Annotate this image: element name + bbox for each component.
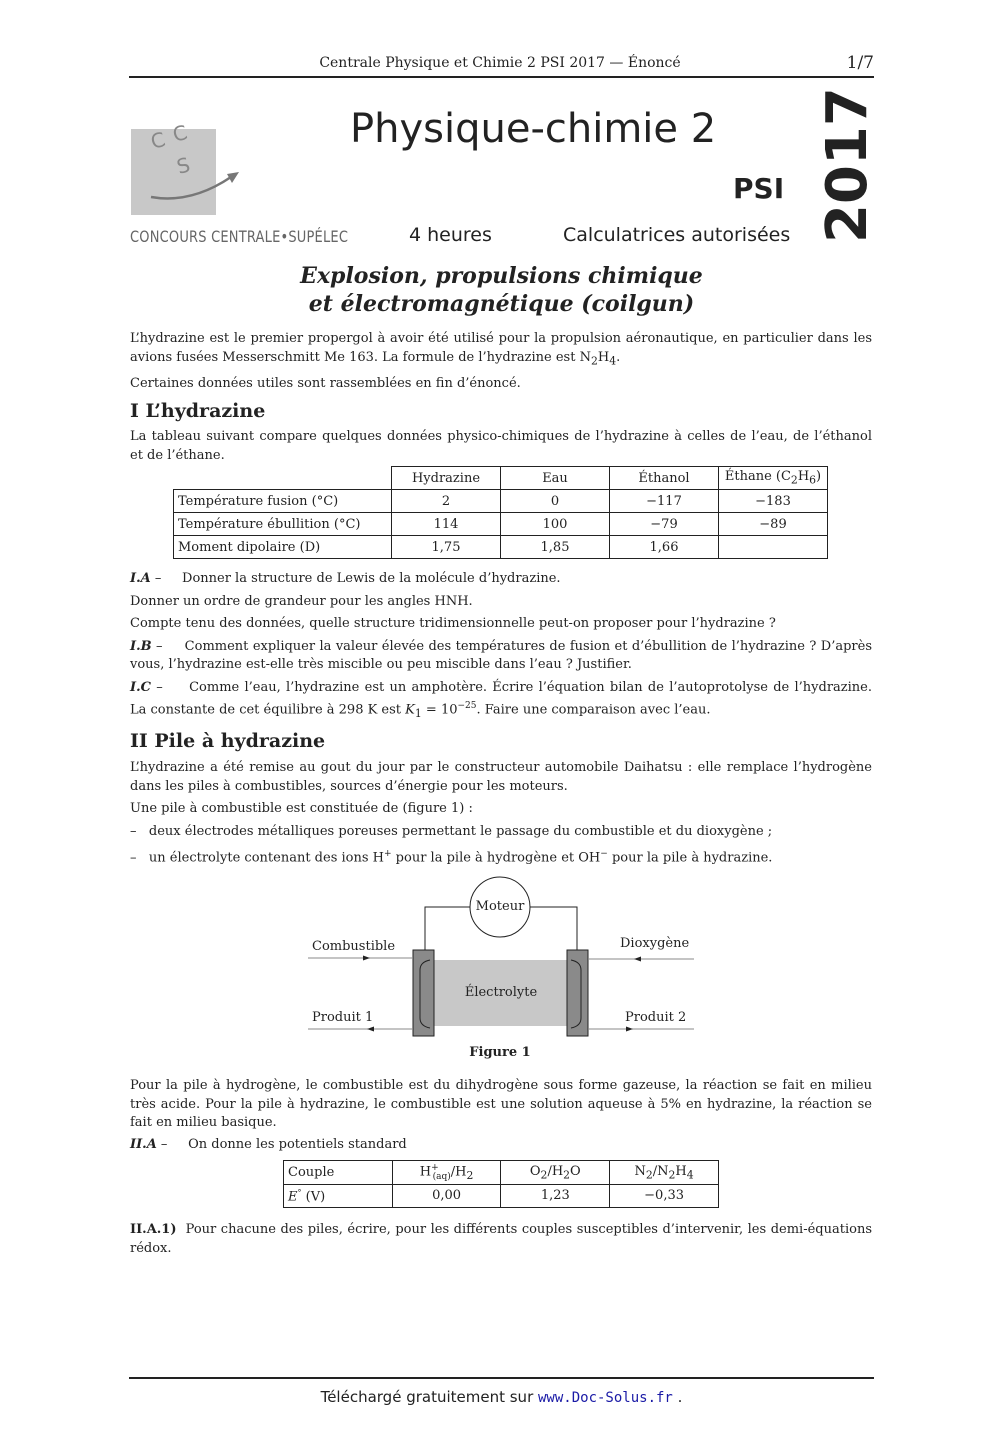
question-I-A-3: Compte tenu des données, quelle structure tridimensionnelle peut-on proposer pour l’hydrazine ?	[130, 616, 776, 631]
table-cell: 0,00	[392, 1184, 501, 1207]
table-cell: −117	[610, 490, 719, 513]
combustible-label: Combustible	[312, 939, 396, 954]
table-cell: 1,66	[610, 536, 719, 559]
table-cell: −183	[719, 490, 828, 513]
problem-title-line1: Explosion, propulsions chimique	[300, 263, 703, 289]
problem-title-line2: et électromagnétique (coilgun)	[308, 291, 695, 317]
table-row	[174, 513, 828, 536]
question-I-C: I.C – Comme l’eau, l’hydrazine est un amphotère. Écrire l’équation bilan de l’autoprotolyse de l’hydrazine. La constante de cet équilibre à 298 K est $K_1 = 10^{-25}$. Faire une comparaison avec l’eau.	[130, 679, 873, 720]
question-II-A: II.A – On donne les potentiels standard	[130, 1137, 407, 1152]
figure-caption: Figure 1	[469, 1045, 531, 1060]
table-cell: 2	[392, 490, 501, 513]
table-cell: −0,33	[610, 1184, 719, 1207]
intro-paragraph-1: L’hydrazine est le premier propergol à avoir été utilisé pour la propulsion aéronautique, en particulier dans les avions fusées Messerschmitt Me 163. La formule de l’hydrazine est $N_2H_4$.	[130, 331, 872, 368]
page-number: 1/7	[846, 53, 874, 73]
list-item: – deux électrodes métalliques poreuses permettant le passage du combustible et du dioxygène ;	[130, 823, 773, 839]
motor-label: Moteur	[475, 899, 525, 914]
concours-logo	[131, 114, 241, 218]
section-2-paragraph-2: Une pile à combustible est constituée de (figure 1) :	[130, 801, 473, 816]
logo-caption: CONCOURS CENTRALE•SUPÉLEC	[130, 228, 349, 247]
table-header: Éthanol	[610, 467, 719, 490]
table-cell: 1,23	[501, 1184, 610, 1207]
svg-text:S: S	[174, 152, 193, 179]
calculators: Calculatrices autorisées	[563, 224, 791, 246]
table-header: Hydrazine	[392, 467, 501, 490]
problem-title	[129, 262, 874, 318]
intro-paragraph-2: Certaines données utiles sont rassemblées en fin d’énoncé.	[130, 375, 521, 391]
row-label: E° (V)	[284, 1184, 393, 1207]
table-row	[174, 536, 828, 559]
footer-rule	[129, 1377, 874, 1379]
running-title: Centrale Physique et Chimie 2 PSI 2017 — Énoncé	[319, 55, 681, 71]
table-cell: 0	[501, 490, 610, 513]
intro	[130, 330, 872, 393]
table-cell: −89	[719, 513, 828, 536]
questions-section-1	[130, 570, 872, 723]
fuel-cell-figure	[300, 870, 700, 1070]
row-label: Température ébullition (°C)	[174, 513, 392, 536]
row-label: Couple	[284, 1161, 393, 1185]
table-cell: 100	[501, 513, 610, 536]
section-1-intro: La tableau suivant compare quelques données physico-chimiques de l’hydrazine à celles de l’eau, de l’éthanol et de l’éthane.	[130, 429, 872, 463]
table-header-row	[174, 467, 828, 490]
table-row	[284, 1184, 719, 1207]
table-cell: −79	[610, 513, 719, 536]
dioxygene-label: Dioxygène	[620, 936, 690, 951]
table-cell	[719, 536, 828, 559]
table-header: $N_2/N_2H_4$	[610, 1161, 719, 1185]
row-label: Température fusion (°C)	[174, 490, 392, 513]
table-cell: 1,75	[392, 536, 501, 559]
table-header: Eau	[501, 467, 610, 490]
row-label: Moment dipolaire (D)	[174, 536, 392, 559]
produit-2-label: Produit 2	[625, 1010, 687, 1025]
table-header: Éthane $(C_2H_6)$	[719, 467, 828, 490]
section-2-title: II Pile à hydrazine	[130, 730, 326, 752]
section-2-paragraph-1: L’hydrazine a été remise au gout du jour par le constructeur automobile Daihatsu : elle remplace l’hydrogène dans les piles à combustibles, sources d’énergie pour les moteurs.	[130, 760, 872, 794]
footer: Téléchargé gratuitement sur www.Doc-Solus.fr .	[320, 1388, 683, 1406]
table-header: $H^+_{(aq)}/H_2$	[392, 1161, 501, 1185]
section-1-title: I L’hydrazine	[130, 400, 266, 422]
table-cell: 114	[392, 513, 501, 536]
table-cell: 1,85	[501, 536, 610, 559]
table-row	[284, 1161, 719, 1185]
electrolyte-label: Électrolyte	[464, 985, 538, 1000]
track-label: PSI	[733, 172, 785, 205]
subject-title: Physique-chimie 2	[350, 106, 717, 152]
header-rule	[129, 76, 874, 78]
table-header: $O_2/H_2O$	[501, 1161, 610, 1185]
properties-table	[173, 466, 828, 559]
doc-solus-link[interactable]: www.Doc-Solus.fr	[538, 1390, 673, 1406]
question-I-A: I.A – Donner la structure de Lewis de la molécule d’hydrazine.	[130, 571, 561, 586]
section-2-paragraph-3: Pour la pile à hydrogène, le combustible est du dihydrogène sous forme gazeuse, la réaction se fait en milieu très acide. Pour la pile à hydrazine, le combustible est une solution aqueuse à 5% en hydrazine, la réaction se fait en milieu basique.	[130, 1078, 872, 1130]
svg-text:C: C	[148, 127, 168, 154]
question-I-B: I.B – Comment expliquer la valeur élevée des températures de fusion et d’ébullition de l’hydrazine ? D’après vous, l’hydrazine est-elle très miscible ou peu miscible dans l’eau ? Justifier.	[130, 638, 872, 672]
section-2-text	[130, 759, 872, 868]
produit-1-label: Produit 1	[312, 1010, 374, 1025]
list-item: – un électrolyte contenant des ions H+ pour la pile à hydrogène et OH− pour la pile à hydrazine.	[130, 849, 773, 866]
potentials-table	[283, 1160, 719, 1208]
question-II-A-1: II.A.1) Pour chacune des piles, écrire, pour les différents couples susceptibles d’intervenir, les demi-équations rédox.	[130, 1222, 872, 1256]
table-row	[174, 490, 828, 513]
svg-text:C: C	[170, 120, 190, 147]
year-vertical: 2017	[815, 87, 880, 243]
question-I-A-2: Donner un ordre de grandeur pour les angles HNH.	[130, 593, 473, 609]
duration: 4 heures	[409, 224, 492, 246]
